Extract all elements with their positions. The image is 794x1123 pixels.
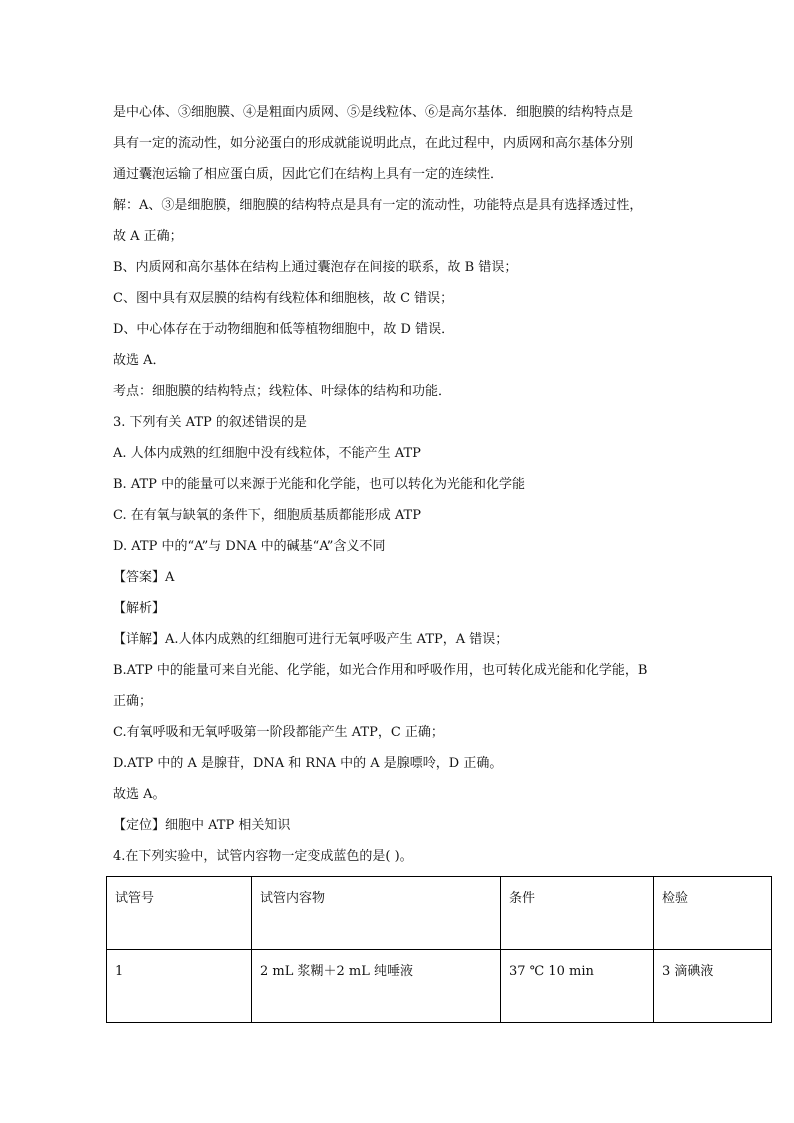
text-line: D.ATP 中的 A 是腺苷，DNA 和 RNA 中的 A 是腺嘌呤，D 正确。 [113, 756, 503, 771]
table-cell: 37 ℃ 10 min [501, 950, 654, 1023]
text-line: C、图中具有双层膜的结构有线粒体和细胞核，故 C 错误； [113, 291, 454, 306]
text-line: C.有氧呼吸和无氧呼吸第一阶段都能产生 ATP，C 正确； [113, 725, 444, 740]
option-d: D. ATP 中的“A”与 DNA 中的碱基“A”含义不同 [113, 539, 386, 554]
option-a: A. 人体内成熟的红细胞中没有线粒体，不能产生 ATP [113, 446, 421, 461]
text-line: D、中心体存在于动物细胞和低等植物细胞中，故 D 错误． [113, 322, 455, 337]
text-line: 【定位】细胞中 ATP 相关知识 [113, 818, 291, 833]
table-header-cell: 试管内容物 [252, 877, 501, 950]
answer-line: 【答案】A [113, 570, 175, 585]
text-line: 【详解】A.人体内成熟的红细胞可进行无氧呼吸产生 ATP，A 错误； [113, 632, 509, 647]
text-line: B、内质网和高尔基体在结构上通过囊泡存在间接的联系，故 B 错误； [113, 260, 518, 275]
option-b: B. ATP 中的能量可以来源于光能和化学能，也可以转化为光能和化学能 [113, 477, 526, 492]
text-line: 具有一定的流动性，如分泌蛋白的形成就能说明此点，在此过程中，内质网和高尔基体分别 [113, 136, 634, 151]
text-line: 解：A、③是细胞膜，细胞膜的结构特点是具有一定的流动性，功能特点是具有选择透过性， [113, 198, 643, 213]
table-header-row [107, 877, 772, 950]
text-line: 故选 A。 [113, 787, 166, 802]
text-line: B.ATP 中的能量可来自光能、化学能，如光合作用和呼吸作用，也可转化成光能和化学能，B [113, 663, 648, 678]
text-line: 正确； [113, 694, 153, 709]
table-cell: 3 滴碘液 [654, 950, 772, 1023]
table-header-cell: 试管号 [107, 877, 252, 950]
table-cell: 1 [107, 950, 252, 1023]
question-title: 4.在下列实验中，试管内容物一定变成蓝色的是( )。 [113, 849, 413, 864]
option-c: C. 在有氧与缺氧的条件下，细胞质基质都能形成 ATP [113, 508, 421, 523]
analysis-heading: 【解析】 [113, 601, 166, 616]
experiment-table [106, 876, 772, 1023]
table-cell: 2 mL 浆糊＋2 mL 纯唾液 [252, 950, 501, 1023]
question-title: 3. 下列有关 ATP 的叙述错误的是 [113, 415, 307, 430]
text-line: 故 A 正确； [113, 229, 183, 244]
table-header-cell: 检验 [654, 877, 772, 950]
table-row [107, 950, 772, 1023]
text-line: 是中心体、③细胞膜、④是粗面内质网、⑤是线粒体、⑥是高尔基体．细胞膜的结构特点是 [113, 105, 634, 120]
text-line: 故选 A． [113, 353, 166, 368]
table-header-cell: 条件 [501, 877, 654, 950]
text-line: 通过囊泡运输了相应蛋白质，因此它们在结构上具有一定的连续性． [113, 167, 504, 182]
text-line: 考点：细胞膜的结构特点；线粒体、叶绿体的结构和功能． [113, 384, 452, 399]
